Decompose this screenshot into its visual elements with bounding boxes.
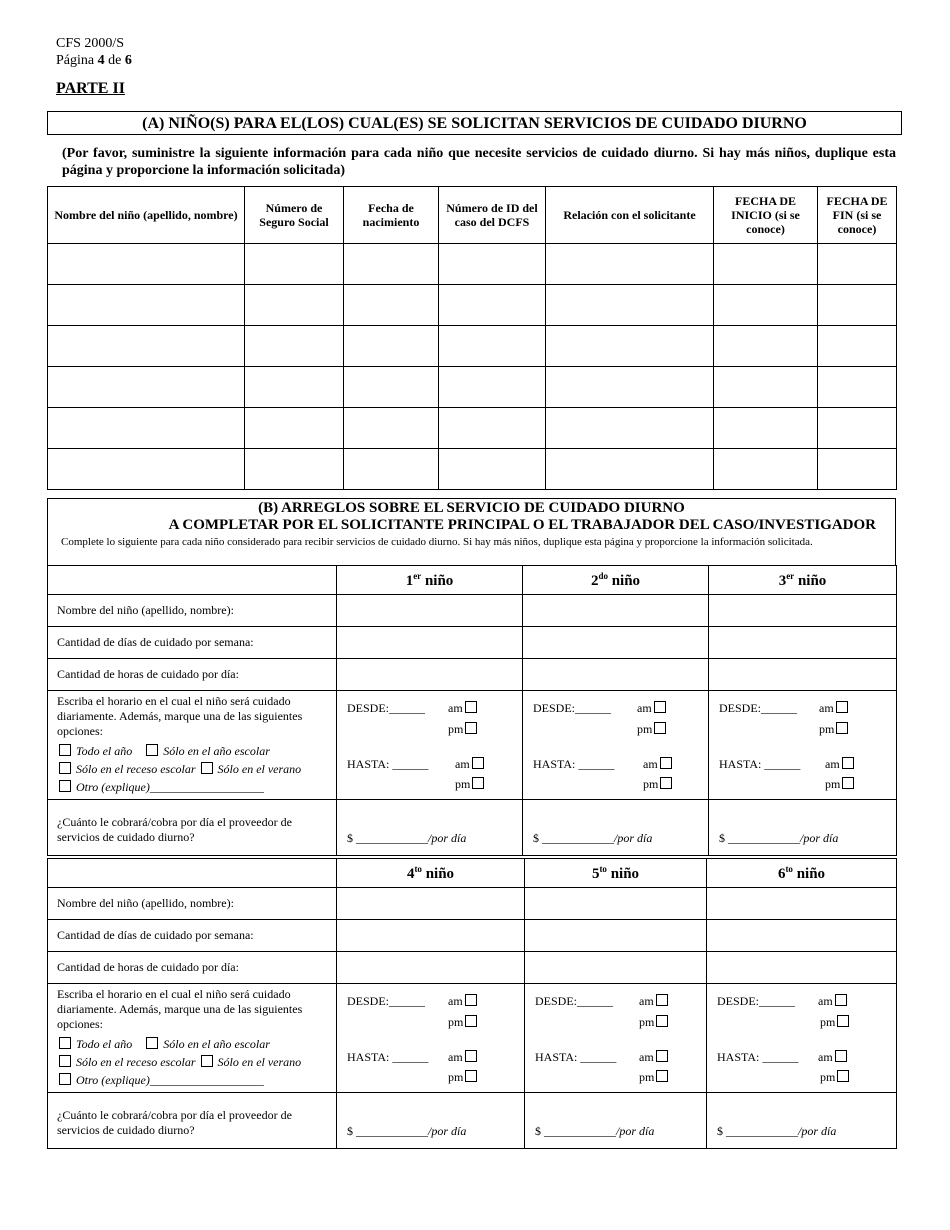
form-header (56, 35, 132, 69)
col-start-date: FECHA DE INICIO (si se conoce) (714, 187, 818, 244)
hasta-field[interactable]: HASTA: ______ (535, 1050, 617, 1064)
pm-checkbox[interactable] (660, 777, 672, 789)
am-checkbox[interactable] (654, 701, 666, 713)
desde-field[interactable]: DESDE:______ (717, 994, 795, 1008)
hasta-field[interactable]: HASTA: ______ (533, 757, 615, 771)
desde-field[interactable]: DESDE:______ (535, 994, 613, 1008)
checkbox-other[interactable] (59, 780, 71, 792)
checkbox-school[interactable] (146, 1037, 158, 1049)
row-hours: Cantidad de horas de cuidado por día: (48, 952, 897, 984)
row-days: Cantidad de días de cuidado por semana: (48, 627, 897, 659)
hours-field[interactable] (337, 952, 525, 984)
checkbox-other[interactable] (59, 1073, 71, 1085)
am-checkbox[interactable] (472, 757, 484, 769)
section-a-title: (A) NIÑO(S) PARA EL(LOS) CUAL(ES) SE SOLICITAN SERVICIOS DE CUIDADO DIURNO (47, 111, 902, 135)
child-name-field[interactable] (337, 595, 523, 627)
child-name-field[interactable] (709, 595, 897, 627)
hasta-field[interactable]: HASTA: ______ (717, 1050, 799, 1064)
desde-field[interactable]: DESDE:______ (347, 701, 425, 715)
table-row[interactable] (48, 408, 897, 449)
child-5-header: $5^{to}$ niño (525, 859, 707, 888)
am-checkbox[interactable] (465, 1050, 477, 1062)
am-checkbox[interactable] (656, 994, 668, 1006)
checkbox-summer[interactable] (201, 762, 213, 774)
am-checkbox[interactable] (835, 994, 847, 1006)
child-name-field[interactable] (525, 888, 707, 920)
hasta-field[interactable]: HASTA: ______ (719, 757, 801, 771)
section-a-instructions: (Por favor, suministre la siguiente información para cada niño que necesite servicios de cuidado diurno. Si hay más niños, duplique esta página y proporcione la información solicitada) (62, 146, 896, 178)
desde-field[interactable]: DESDE:______ (533, 701, 611, 715)
hasta-field[interactable]: HASTA: ______ (347, 757, 429, 771)
child-1-header: 1er niño (337, 566, 523, 595)
row-child-name: Nombre del niño (apellido, nombre): (48, 595, 897, 627)
table-row[interactable] (48, 285, 897, 326)
checkbox-year[interactable] (59, 1037, 71, 1049)
row-hours: Cantidad de horas de cuidado por día: (48, 659, 897, 691)
child-headers (48, 859, 897, 888)
part-title: PARTE II (56, 80, 125, 97)
section-b-header (47, 498, 896, 566)
col-ssn: Número de Seguro Social (245, 187, 344, 244)
pm-checkbox[interactable] (842, 777, 854, 789)
pm-checkbox[interactable] (836, 722, 848, 734)
page-indicator: Página 4 de 6 (56, 53, 132, 68)
days-field[interactable] (709, 627, 897, 659)
days-field[interactable] (337, 920, 525, 952)
row-days: Cantidad de días de cuidado por semana: (48, 920, 897, 952)
pm-checkbox[interactable] (656, 1070, 668, 1082)
am-checkbox[interactable] (836, 701, 848, 713)
care-arrangements-table-2 (47, 858, 897, 1149)
form-id: CFS 2000/S (56, 36, 125, 51)
row-schedule: Escriba el horario en el cual el niño será cuidado diariamente. Además, marque una de las siguientes opciones: Todo el año Sólo en el año escolar Sólo en el receso escolar Sólo en el verano Otro (explique)___________________ DESDE:______ am pm HASTA: ______ am pm DESDE:______ am pm HASTA: ______ am pm DESDE:______ am pm HASTA: ______ am pm (48, 984, 897, 1093)
table-row[interactable] (48, 449, 897, 490)
hours-field[interactable] (525, 952, 707, 984)
care-arrangements-table-1 (47, 565, 897, 856)
am-checkbox[interactable] (660, 757, 672, 769)
child-name-field[interactable] (707, 888, 897, 920)
child-3-header: 3er niño (709, 566, 897, 595)
cost-field[interactable]: $ ____________/por día (535, 1123, 655, 1138)
desde-field[interactable]: DESDE:______ (347, 994, 425, 1008)
checkbox-year[interactable] (59, 744, 71, 756)
schedule-label: Escriba el horario en el cual el niño será cuidado diariamente. Además, marque una de las siguientes opciones: (57, 694, 303, 738)
row-cost: ¿Cuánto le cobrará/cobra por día el proveedor de servicios de cuidado diurno? $ ____________/por día $ ____________/por día $ ____________/por día (48, 800, 897, 856)
col-end-date: FECHA DE FIN (si se conoce) (818, 187, 897, 244)
row-child-name: Nombre del niño (apellido, nombre): (48, 888, 897, 920)
hours-field[interactable] (337, 659, 523, 691)
cost-field[interactable]: $ ____________/por día (347, 1123, 467, 1138)
desde-field[interactable]: DESDE:______ (719, 701, 797, 715)
days-field[interactable] (707, 920, 897, 952)
days-field[interactable] (525, 920, 707, 952)
col-dcfs-id: Número de ID del caso del DCFS (439, 187, 546, 244)
section-b-subtitle: A COMPLETAR POR EL SOLICITANTE PRINCIPAL O EL TRABAJADOR DEL CASO/INVESTIGADOR (168, 517, 876, 533)
am-checkbox[interactable] (465, 701, 477, 713)
child-name-field[interactable] (523, 595, 709, 627)
am-checkbox[interactable] (842, 757, 854, 769)
schedule-label: Escriba el horario en el cual el niño será cuidado diariamente. Además, marque una de las siguientes opciones: (57, 987, 303, 1031)
checkbox-recess[interactable] (59, 762, 71, 774)
col-birthdate: Fecha de nacimiento (344, 187, 439, 244)
children-table-header (48, 187, 897, 244)
table-row[interactable] (48, 244, 897, 285)
cost-field[interactable]: $ ____________/por día (717, 1123, 837, 1138)
child-name-field[interactable] (337, 888, 525, 920)
am-checkbox[interactable] (656, 1050, 668, 1062)
pm-checkbox[interactable] (465, 722, 477, 734)
pm-checkbox[interactable] (837, 1070, 849, 1082)
col-relation: Relación con el solicitante (546, 187, 714, 244)
pm-checkbox[interactable] (465, 1015, 477, 1027)
child-4-header: $4^{to}$ niño (337, 859, 525, 888)
am-checkbox[interactable] (465, 994, 477, 1006)
pm-checkbox[interactable] (654, 722, 666, 734)
days-field[interactable] (523, 627, 709, 659)
schedule-options: Todo el año Sólo en el año escolar Sólo en el receso escolar Sólo en el verano Otro (explique)___________________ (57, 742, 335, 796)
children-table (47, 186, 897, 490)
section-b-title: (B) ARREGLOS SOBRE EL SERVICIO DE CUIDADO DIURNO (258, 500, 685, 516)
section-b-note: Complete lo siguiente para cada niño considerado para recibir servicios de cuidado diurno. Si hay más niños, duplique esta página y proporcione la información solicitada. (61, 536, 813, 548)
pm-checkbox[interactable] (837, 1015, 849, 1027)
child-2-header: $2^{do}$ niño (523, 566, 709, 595)
hasta-field[interactable]: HASTA: ______ (347, 1050, 429, 1064)
row-cost: ¿Cuánto le cobrará/cobra por día el proveedor de servicios de cuidado diurno? $ ____________/por día $ ____________/por día $ ____________/por día (48, 1093, 897, 1149)
checkbox-summer[interactable] (201, 1055, 213, 1067)
checkbox-school[interactable] (146, 744, 158, 756)
col-child-name: Nombre del niño (apellido, nombre) (48, 187, 245, 244)
days-field[interactable] (337, 627, 523, 659)
pm-checkbox[interactable] (472, 777, 484, 789)
row-schedule: Escriba el horario en el cual el niño será cuidado diariamente. Además, marque una de las siguientes opciones: Todo el año Sólo en el año escolar Sólo en el receso escolar Sólo en el verano Otro (explique)___________________ DESDE:______ am pm HASTA: ______ am pm DESDE:______ am pm HASTA: ______ am pm DESDE:______ am pm HASTA: ______ am pm (48, 691, 897, 800)
checkbox-recess[interactable] (59, 1055, 71, 1067)
table-row[interactable] (48, 326, 897, 367)
am-checkbox[interactable] (835, 1050, 847, 1062)
child-6-header: $6^{to}$ niño (707, 859, 897, 888)
hours-field[interactable] (523, 659, 709, 691)
table-row[interactable] (48, 367, 897, 408)
child-headers (48, 566, 897, 595)
pm-checkbox[interactable] (465, 1070, 477, 1082)
hours-field[interactable] (709, 659, 897, 691)
cost-field[interactable]: $ ____________/por día (719, 830, 839, 845)
hours-field[interactable] (707, 952, 897, 984)
schedule-options: Todo el año Sólo en el año escolar Sólo en el receso escolar Sólo en el verano Otro (explique)___________________ (57, 1035, 335, 1089)
cost-field[interactable]: $ ____________/por día (347, 830, 467, 845)
cost-field[interactable]: $ ____________/por día (533, 830, 653, 845)
pm-checkbox[interactable] (656, 1015, 668, 1027)
